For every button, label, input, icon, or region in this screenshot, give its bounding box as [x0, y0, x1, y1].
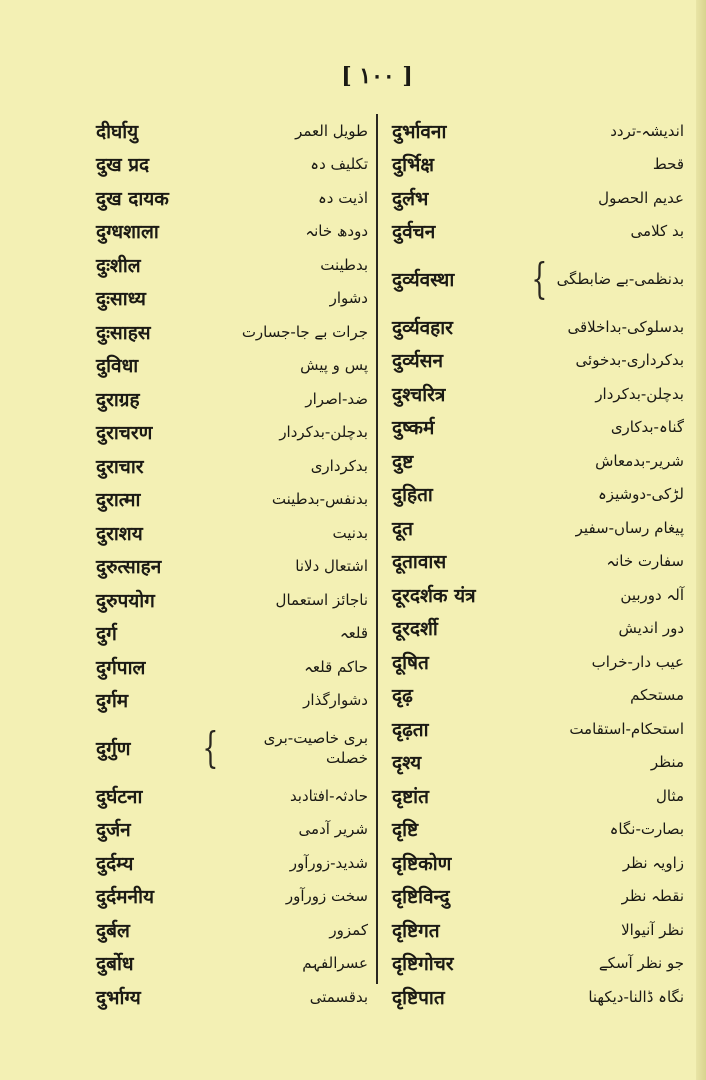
entry-definition-wrap: [653, 154, 684, 174]
entry-headword-hindi: दूरदर्शक यंत्र: [392, 584, 476, 607]
entry-definition-urdu: بدقسمتی: [309, 987, 368, 1006]
entry-definition-wrap: [576, 350, 684, 370]
entry-headword-hindi: दुर्भिक्ष: [392, 154, 434, 177]
entry-definition-urdu: مستحکم: [630, 686, 684, 705]
entry-definition-urdu: دشوار: [329, 289, 368, 308]
entry-headword-hindi: दूरदर्शी: [392, 618, 438, 641]
entry-definition-urdu: شریر-بدمعاش: [595, 451, 684, 470]
entry-definition-urdu: پس و پیش: [300, 356, 368, 375]
entry-headword-hindi: दूषित: [392, 651, 429, 674]
entry-definition-urdu: کمزور: [329, 920, 368, 939]
entry-definition-wrap: [310, 987, 368, 1007]
entry-definition-urdu: طویل العمر: [295, 121, 368, 140]
entry-headword-hindi: दुख दायक: [96, 187, 169, 210]
entry-headword-hindi: दुर्वचन: [392, 221, 436, 244]
entry-definition-wrap: [620, 585, 684, 605]
entry-headword-hindi: दुराचरण: [96, 422, 153, 445]
entry-definition-urdu: بدچلن-بدکردار: [279, 423, 368, 442]
entry-headword-hindi: दुर्भावना: [392, 120, 447, 143]
entry-definition-urdu: بدکرداری: [310, 456, 368, 475]
entry-definition-wrap: [290, 853, 368, 873]
dictionary-entry: [392, 478, 684, 512]
entry-definition-wrap: [606, 551, 684, 571]
entry-definition-urdu: زاویہ نظر: [622, 853, 684, 872]
entry-definition-wrap: [611, 417, 684, 437]
entry-headword-hindi: दुर्गुण: [96, 738, 131, 760]
entry-definition-urdu: حاکم قلعہ: [304, 657, 368, 676]
entry-definition-wrap: [526, 254, 684, 303]
entry-headword-hindi: दृष्टिपात: [392, 986, 445, 1009]
entry-headword-hindi: दुरुपयोग: [96, 589, 155, 612]
entry-definition-wrap: [329, 920, 368, 940]
dictionary-entry: [96, 483, 368, 517]
entry-headword-hindi: दृष्टिगत: [392, 919, 440, 942]
entry-definition-wrap: [598, 188, 684, 208]
entry-definition-urdu: گناہ-بدکاری: [610, 418, 684, 437]
entry-headword-hindi: दुर्दमनीय: [96, 886, 155, 909]
entry-headword-hindi: दुर्ग: [96, 623, 117, 646]
entry-definition-wrap: [299, 819, 368, 839]
entry-definition-wrap: [599, 953, 684, 973]
entry-definition-urdu: شدید-زورآور: [289, 853, 368, 872]
dictionary-entry: [96, 148, 368, 182]
entry-definition-wrap: [318, 188, 368, 208]
entry-definition-urdu: دور اندیش: [618, 619, 684, 638]
entry-definition-urdu: بدنفس-بدطینت: [271, 490, 368, 509]
entry-definition-wrap: [631, 221, 684, 241]
entry-definition-urdu: جرات بے جا-جسارت: [241, 322, 368, 341]
dictionary-entry: [392, 114, 684, 148]
dictionary-entry: [96, 947, 368, 981]
entry-definition-urdu: دشوارگذار: [303, 691, 368, 710]
entry-headword-hindi: दुश्चरित्र: [392, 383, 446, 406]
entry-definition-wrap: [568, 317, 685, 337]
entry-definition-urdu: اشتعال دلانا: [295, 557, 368, 576]
entry-definition-wrap: [304, 657, 368, 677]
entry-definition-wrap: [595, 451, 684, 471]
entry-definition-wrap: [290, 786, 368, 806]
dictionary-entry: [392, 846, 684, 880]
dictionary-entry: [392, 310, 684, 344]
entry-definition-urdu: بدسلوکی-بداخلاقی: [567, 317, 684, 336]
brace-mark: {: [531, 254, 548, 303]
entry-headword-hindi: दुराशय: [96, 522, 143, 545]
dictionary-entry: [96, 382, 368, 416]
entry-definition-urdu: بری خاصیت-بری خصلت: [263, 728, 368, 767]
entry-headword-hindi: दुर्व्यवस्था: [392, 269, 455, 291]
entry-definition-urdu: عدیم الحصول: [598, 188, 684, 207]
entry-definition-wrap: [569, 719, 684, 739]
entry-definition-urdu: بدکرداری-بدخوئی: [575, 351, 684, 370]
entry-headword-hindi: दुग्धशाला: [96, 221, 159, 244]
dictionary-entry: [392, 411, 684, 445]
dictionary-entry: [96, 583, 368, 617]
entry-definition-urdu: نظر آنیوالا: [621, 920, 684, 939]
dictionary-entry: [96, 980, 368, 1014]
entry-definition-wrap: [656, 786, 684, 806]
dictionary-entry: [96, 449, 368, 483]
entry-definition-wrap: [333, 523, 368, 543]
dictionary-entry: [392, 181, 684, 215]
entry-definition-urdu: اندیشہ-تردد: [610, 121, 684, 140]
entry-headword-hindi: दृढ़ता: [392, 718, 429, 741]
entry-headword-hindi: दुविधा: [96, 355, 139, 378]
entry-definition-wrap: [623, 853, 684, 873]
entry-definition-wrap: [621, 920, 684, 940]
entry-headword-hindi: दुःशील: [96, 254, 141, 277]
dictionary-entry: [392, 880, 684, 914]
dictionary-entry: [96, 215, 368, 249]
entry-headword-hindi: दुख प्रद: [96, 154, 150, 177]
entry-definition-wrap: [279, 422, 368, 442]
entry-definition-urdu: آلہ دوربین: [620, 585, 684, 604]
page-edge-shadow: [696, 0, 706, 1080]
entry-headword-hindi: दुर्गपाल: [96, 656, 146, 679]
dictionary-entry: [96, 516, 368, 550]
entry-definition-urdu: بدنظمی-بے ضابطگی: [556, 269, 684, 288]
entry-definition-urdu: جو نظر آسکے: [598, 954, 684, 973]
dictionary-entry: [392, 712, 684, 746]
entry-definition-wrap: [197, 723, 368, 772]
entry-definition-urdu: لڑکی-دوشیزہ: [598, 485, 684, 504]
entry-definition-wrap: [310, 154, 368, 174]
dictionary-entry: [392, 344, 684, 378]
dictionary-entry: [96, 913, 368, 947]
entry-definition-wrap: [588, 987, 684, 1007]
entry-definition-wrap: [592, 652, 684, 672]
entry-definition-urdu: نگاہ ڈالنا-دیکھنا: [588, 987, 684, 1006]
entry-headword-hindi: दुहिता: [392, 484, 433, 507]
entry-headword-hindi: दुराग्रह: [96, 388, 140, 411]
entry-headword-hindi: दुर्घटना: [96, 785, 143, 808]
entry-headword-hindi: दृश्य: [392, 752, 422, 775]
entry-headword-hindi: दुर्जन: [96, 819, 131, 842]
dictionary-entry: [392, 612, 684, 646]
entry-definition-wrap: [305, 221, 368, 241]
entry-headword-hindi: दूतावास: [392, 551, 447, 574]
entry-headword-hindi: दृढ़: [392, 685, 413, 708]
entry-definition-wrap: [300, 355, 368, 375]
entry-definition-urdu: سخت زورآور: [285, 887, 368, 906]
dictionary-entry: [392, 377, 684, 411]
entry-headword-hindi: दुर्व्यवहार: [392, 316, 453, 339]
entry-headword-hindi: दुर्दम्य: [96, 852, 134, 875]
entry-definition-urdu: پیغام رساں-سفیر: [575, 518, 684, 537]
entry-definition-urdu: بد کلامی: [630, 222, 684, 241]
entry-headword-hindi: दुःसाध्य: [96, 288, 146, 311]
entry-definition-wrap: [272, 489, 368, 509]
right-dictionary-column: [392, 114, 684, 1014]
entry-definition-urdu: ناجائز استعمال: [275, 590, 368, 609]
entry-headword-hindi: दुःसाहस: [96, 321, 151, 344]
entry-definition-wrap: [630, 685, 684, 705]
dictionary-entry: [392, 444, 684, 478]
page-number: [ ١٠٠ ]: [341, 63, 413, 89]
entry-definition-urdu: بصارت-نگاہ: [609, 820, 684, 839]
entry-headword-hindi: दुर्लभ: [392, 187, 429, 210]
entry-headword-hindi: दुरात्मा: [96, 489, 141, 512]
entry-headword-hindi: दुर्भाग्य: [96, 986, 141, 1009]
column-divider: [376, 114, 378, 984]
entry-headword-hindi: दीर्घायु: [96, 120, 139, 143]
dictionary-entry: [392, 813, 684, 847]
entry-definition-wrap: [305, 389, 368, 409]
dictionary-entry: [96, 181, 368, 215]
entry-definition-wrap: [320, 255, 368, 275]
entry-headword-hindi: दृष्टिगोचर: [392, 953, 454, 976]
dictionary-entry: [96, 846, 368, 880]
entry-definition-wrap: [303, 690, 368, 710]
entry-definition-wrap: [286, 886, 368, 906]
dictionary-entry: [392, 545, 684, 579]
dictionary-entry: [96, 684, 368, 718]
entry-definition-wrap: [302, 953, 368, 973]
entry-definition-wrap: [610, 819, 684, 839]
entry-definition-wrap: [595, 384, 684, 404]
dictionary-entry: [96, 880, 368, 914]
entry-definition-urdu: دودھ خانہ: [305, 222, 368, 241]
dictionary-entry: [392, 148, 684, 182]
entry-definition-urdu: شریر آدمی: [298, 820, 368, 839]
entry-headword-hindi: दृष्टिकोण: [392, 852, 452, 875]
entry-definition-wrap: [311, 456, 368, 476]
entry-headword-hindi: दूत: [392, 517, 413, 540]
dictionary-entry: [392, 248, 684, 310]
dictionary-entry: [96, 550, 368, 584]
entry-headword-hindi: दृष्टिविन्दु: [392, 886, 450, 909]
entry-headword-hindi: दृष्टांत: [392, 785, 429, 808]
entry-definition-urdu: عیب دار-خراب: [591, 652, 684, 671]
entry-definition-urdu: سفارت خانہ: [606, 552, 684, 571]
entry-definition-wrap: [295, 556, 368, 576]
entry-definition-wrap: [295, 121, 368, 141]
dictionary-entry: [392, 980, 684, 1014]
entry-definition-wrap: [619, 618, 684, 638]
entry-headword-hindi: दुर्गम: [96, 690, 129, 713]
left-dictionary-column: [96, 114, 368, 1014]
entry-definition-urdu: حادثہ-افتادبد: [289, 786, 368, 805]
entry-definition-wrap: [610, 121, 684, 141]
entry-definition-wrap: [276, 590, 368, 610]
dictionary-entry: [96, 282, 368, 316]
dictionary-entry: [96, 416, 368, 450]
entry-headword-hindi: दुरुत्साहन: [96, 556, 162, 579]
entry-headword-hindi: दुर्बोध: [96, 953, 134, 976]
dictionary-entry: [392, 645, 684, 679]
dictionary-entry: [96, 717, 368, 779]
entry-definition-wrap: [598, 484, 684, 504]
dictionary-entry: [392, 779, 684, 813]
entry-definition-wrap: [330, 288, 368, 308]
entry-headword-hindi: दुराचार: [96, 455, 144, 478]
entry-definition-wrap: [242, 322, 368, 342]
entry-definition-urdu: قحط: [652, 155, 684, 174]
entry-definition-wrap: [576, 518, 684, 538]
entry-definition-urdu: قلعہ: [339, 624, 368, 643]
entry-headword-hindi: दुर्व्यसन: [392, 350, 443, 373]
dictionary-entry: [96, 779, 368, 813]
dictionary-entry: [96, 248, 368, 282]
entry-definition-urdu: بدنیت: [332, 523, 368, 542]
entry-definition-urdu: ضد-اصرار: [305, 389, 368, 408]
dictionary-entry: [392, 578, 684, 612]
entry-definition-wrap: [651, 752, 684, 772]
entry-definition-urdu: تکلیف دہ: [310, 155, 368, 174]
dictionary-entry: [392, 746, 684, 780]
entry-headword-hindi: दुष्ट: [392, 450, 414, 473]
dictionary-entry: [392, 947, 684, 981]
entry-definition-urdu: مثال: [655, 786, 684, 805]
dictionary-entry: [392, 215, 684, 249]
entry-definition-urdu: بدطینت: [320, 255, 368, 274]
entry-definition-urdu: استحکام-استقامت: [569, 719, 684, 738]
entry-headword-hindi: दृष्टि: [392, 819, 419, 842]
entry-headword-hindi: दुर्बल: [96, 919, 130, 942]
dictionary-entry: [392, 511, 684, 545]
dictionary-entry: [96, 813, 368, 847]
entry-definition-urdu: منظر: [650, 753, 684, 772]
dictionary-entry: [96, 617, 368, 651]
dictionary-entry: [392, 679, 684, 713]
dictionary-entry: [96, 650, 368, 684]
entry-definition-urdu: بدچلن-بدکردار: [595, 384, 684, 403]
dictionary-entry: [96, 349, 368, 383]
brace-mark: {: [202, 723, 219, 772]
entry-definition-wrap: [622, 886, 684, 906]
entry-headword-hindi: दुष्कर्म: [392, 417, 435, 440]
entry-definition-urdu: عسرالفہم: [302, 954, 368, 973]
entry-definition-wrap: [340, 623, 368, 643]
entry-definition-urdu: نقطہ نظر: [621, 887, 684, 906]
entry-definition-urdu: اذیت دہ: [318, 188, 368, 207]
dictionary-entry: [96, 315, 368, 349]
dictionary-entry: [392, 913, 684, 947]
dictionary-entry: [96, 114, 368, 148]
